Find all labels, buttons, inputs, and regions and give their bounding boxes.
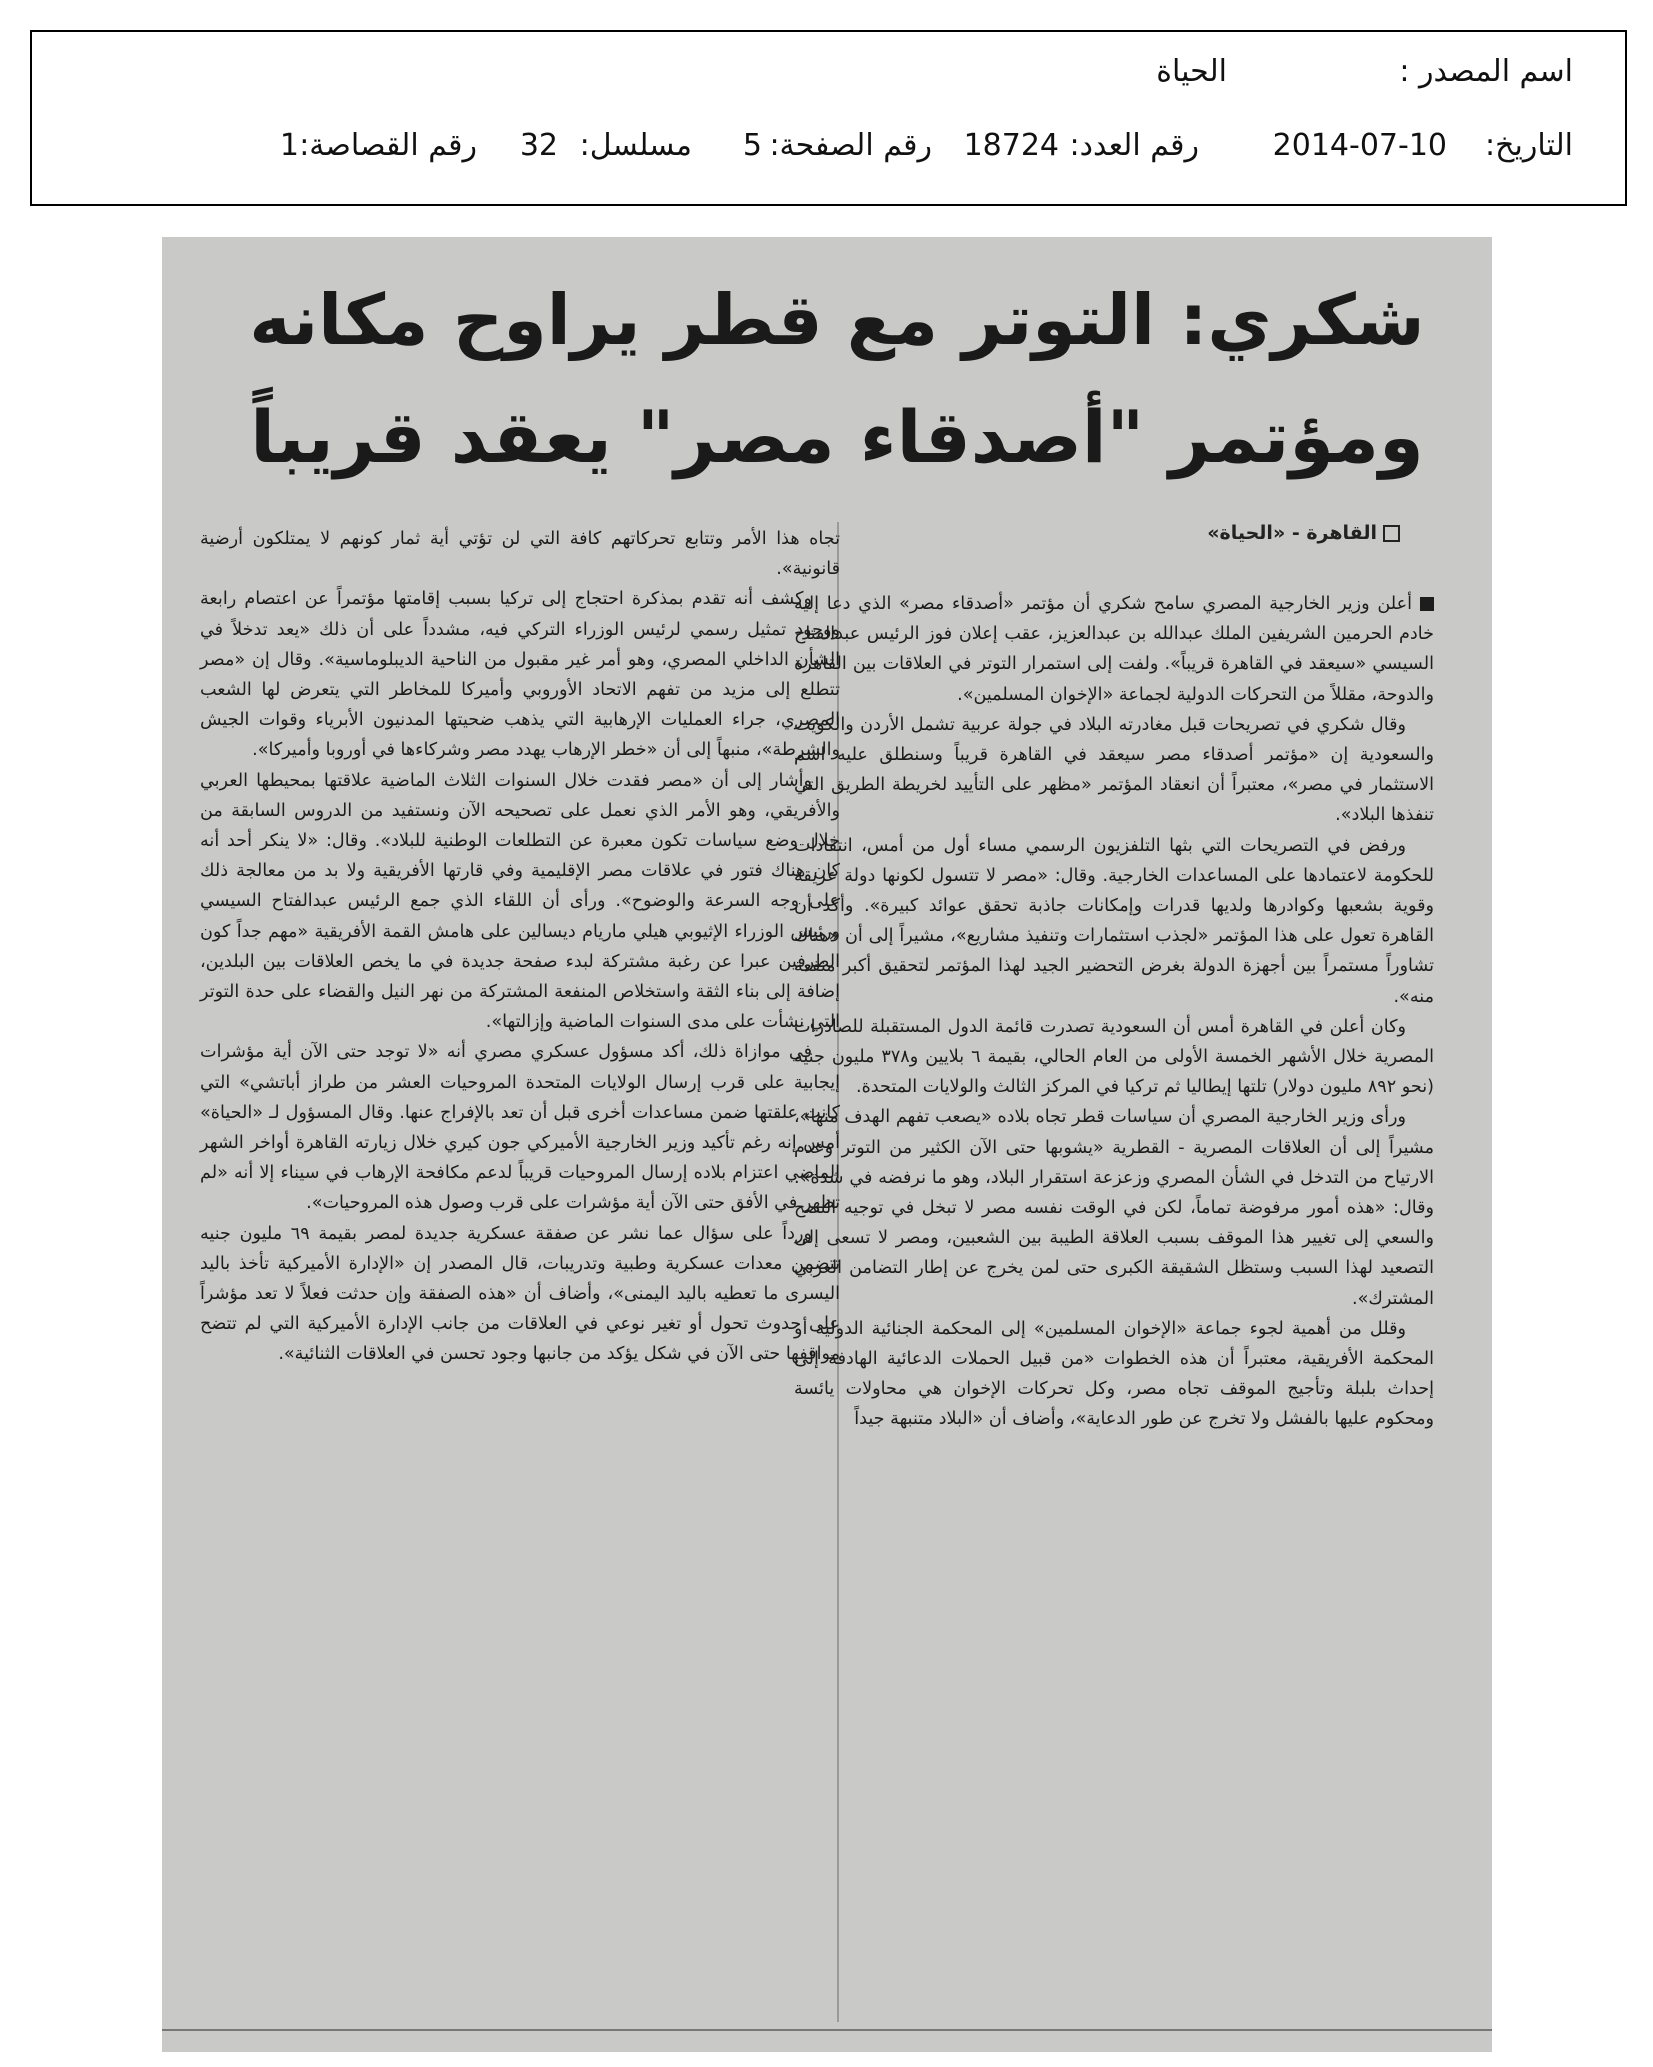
article-paragraph: تجاه هذا الأمر وتتابع تحركاتهم كافة التي لن تؤتي أية ثمار كونهم لا يمتلكون أرضية قانونية». [200,529,840,580]
article-column-left [200,524,840,1370]
article-paragraph: ورأى وزير الخارجية المصري أن سياسات قطر تجاه بلاده «يصعب تفهم الهدف منها»، مشيراً إلى أن العلاقات المصرية - القطرية «يشوبها حتى الآن الكثير من التوتر وعدم الارتياح من التدخل في الشأن المصري وزعزعة استقرار البلاد، وهو ما نرفضه في شدة». وقال: «هذه أمور مرفوضة تماماً، لكن في الوقت نفسه مصر لا تبخل في توجيه النصح والسعي إلى تغيير هذا الموقف بسبب العلاقة الطيبة بين الشعبين، ومصر لا تسعى إلى التصعيد لهذا السبب وستظل الشقيقة الكبرى حتى لمن يخرج عن إطار التضامن العربي المشترك». [794,1107,1434,1309]
byline-square-icon [1383,525,1400,542]
page-label: رقم الصفحة: [769,128,932,163]
article-paragraph: وأشار إلى أن «مصر فقدت خلال السنوات الثلاث الماضية علاقتها بمحيطها العربي والأفريقي، وهو الأمر الذي نعمل على تصحيحه الآن ونستفيد من الدروس السابقة من خلال وضع سياسات تكون معبرة عن التطلعات الوطنية للبلاد». وقال: «لا ينكر أحد أنه كان هناك فتور في علاقات مصر الإقليمية وفي قارتها الأفريقية ولا بد من معالجة ذلك على وجه السرعة والوضوح». ورأى أن اللقاء الذي جمع الرئيس عبدالفتاح السيسي ورئيس الوزراء الإثيوبي هيلي ماريام ديسالين على هامش القمة الأفريقية «مهم جداً كون الطرفين عبرا عن رغبة مشتركة لبدء صفحة جديدة في ما يخص العلاقات بين البلدين، إضافة إلى بناء الثقة واستخلاص المنفعة المشتركة من نهر النيل والقضاء على حدة التوتر التي نشأت على مدى السنوات الماضية وإزالتها». [200,770,840,1033]
clip-label: رقم القصاصة: [299,128,477,163]
article-paragraph: في موازاة ذلك، أكد مسؤول عسكري مصري أنه «لا توجد حتى الآن أية مؤشرات إيجابية على قرب إرسال الولايات المتحدة المروحيات العشر من طراز أباتشي» التي كانت علقتها ضمن مساعدات أخرى قبل أن تعد بالإفراج عنها. وقال المسؤول لـ «الحياة» أمس إنه رغم تأكيد وزير الخارجية الأميركي جون كيري خلال زيارته القاهرة أواخر الشهر الماضي اعتزام بلاده إرسال المروحيات قريباً لدعم مكافحة الإرهاب في سيناء إلا أنه «لم تظهر في الأفق حتى الآن أية مؤشرات على قرب وصول هذه المروحيات». [200,1042,840,1214]
article-paragraph: ورداً على سؤال عما نشر عن صفقة عسكرية جديدة لمصر بقيمة ٦٩ مليون جنيه تتضمن معدات عسكرية وطبية وتدريبات، قال المصدر إن «الإدارة الأميركية تأخذ باليد اليسرى ما تعطيه باليد اليمنى»، وأضاف أن «هذه الصفقة وإن حدثت فعلاً لا تعد مؤشراً على حدوث تحول أو تغير نوعي في العلاقات من جانب الإدارة الأميركية التي لم تتضح مواقفها حتى الآن في شكل يؤكد من جانبها وجود تحسن في العلاقات الثنائية». [200,1223,840,1365]
clip-value: 1 [279,128,299,163]
article-paragraph-text: أعلن وزير الخارجية المصري سامح شكري أن مؤتمر «أصدقاء مصر» الذي دعا إليه خادم الحرمين الشريفين الملك عبدالله بن عبدالعزيز، عقب إعلان فوز الرئيس عبدالفتاح السيسي «سيعقد في القاهرة قريباً». ولفت إلى استمرار التوتر في العلاقات بين القاهرة والدوحة، مقللاً من التحركات الدولية لجماعة «الإخوان المسلمين». [794,594,1434,705]
lead-square-icon [1420,597,1434,611]
issue-value: 18724 [963,128,1059,163]
byline-text: القاهرة - «الحياة» [1207,522,1377,544]
date-label: التاريخ: [1485,128,1573,163]
article-paragraph: وكشف أنه تقدم بمذكرة احتجاج إلى تركيا بسبب إقامتها مؤتمراً عن اعتصام رابعة ووجود تمثيل رسمي لرئيس الوزراء التركي فيه، مشدداً على أن ذلك «يعد تدخلاً في الشأن الداخلي المصري، وهو أمر غير مقبول من الناحية الديبلوماسية». وقال إن «مصر تتطلع إلى مزيد من تفهم الاتحاد الأوروبي وأميركا للمخاطر التي يتعرض لها الشعب المصري، جراء العمليات الإرهابية التي يذهب ضحيتها المدنيون الأبرياء وقوات الجيش والشرطة»، منبهاً إلى أن «خطر الإرهاب يهدد مصر وشركاءها في أوروبا وأميركا». [200,589,840,761]
article-column-right [794,589,1434,1435]
date-value: 2014-07-10 [1272,128,1447,163]
page-value: 5 [742,128,762,163]
article-paragraph [794,589,1434,710]
byline [1207,522,1400,544]
article-paragraph: وقال شكري في تصريحات قبل مغادرته البلاد في جولة عربية تشمل الأردن والكويت والسعودية إن «مؤتمر أصدقاء مصر سيعقد في القاهرة قريباً وسنطلق عليه اسم الاستثمار في مصر»، معتبراً أن انعقاد المؤتمر «مظهر على التأييد لخريطة الطريق التي تنفذها البلاد». [794,714,1434,826]
article-paragraph: وقلل من أهمية لجوء جماعة «الإخوان المسلمين» إلى المحكمة الجنائية الدولية أو المحكمة الأفريقية، معتبراً أن هذه الخطوات «من قبيل الحملات الدعائية الهادفة إلى إحداث بلبلة وتأجيج الموقف تجاه مصر، وكل تحركات الإخوان هي محاولات يائسة ومحكوم عليها بالفشل ولا تخرج عن طور الدعاية»، وأضاف أن «البلاد متنبهة جيداً [794,1318,1434,1430]
article-paragraph: ورفض في التصريحات التي بثها التلفزيون الرسمي مساء أول من أمس، انتقادات للحكومة لاعتمادها على المساعدات الخارجية. وقال: «مصر لا تتسول لكونها دولة عريقة وقوية بشعبها وكوادرها ولديها قدرات وإمكانات جاذبة تحقق عوائد كبيرة». وأكد أن القاهرة تعول على هذا المؤتمر «لجذب استثمارات وتنفيذ مشاريع»، مشيراً إلى أن «هناك تشاوراً مستمراً بين أجهزة الدولة بغرض التحضير الجيد لهذا المؤتمر لتحقيق أكبر منفعة منه». [794,835,1434,1007]
headline-line-2: ومؤتمر "أصدقاء مصر" يعقد قريباً [250,395,1424,479]
source-label: اسم المصدر : [1399,54,1573,89]
headline-line-1: شكري: التوتر مع قطر يراوح مكانه [249,279,1425,361]
clipping-metadata-box [30,30,1627,206]
newspaper-clipping [162,237,1492,2052]
source-value: الحياة [1156,54,1227,89]
article-paragraph: وكان أعلن في القاهرة أمس أن السعودية تصدرت قائمة الدول المستقبلة للصادرات المصرية خلال الأشهر الخمسة الأولى من العام الحالي، بقيمة ٦ بلايين و٣٧٨ مليون جنيه (نحو ٨٩٢ مليون دولار) تلتها إيطاليا ثم تركيا في المركز الثالث والولايات المتحدة. [794,1016,1434,1098]
bottom-rule [162,2029,1492,2031]
serial-value: 32 [519,128,558,163]
serial-label: مسلسل: [579,128,692,163]
issue-label: رقم العدد: [1069,128,1199,163]
